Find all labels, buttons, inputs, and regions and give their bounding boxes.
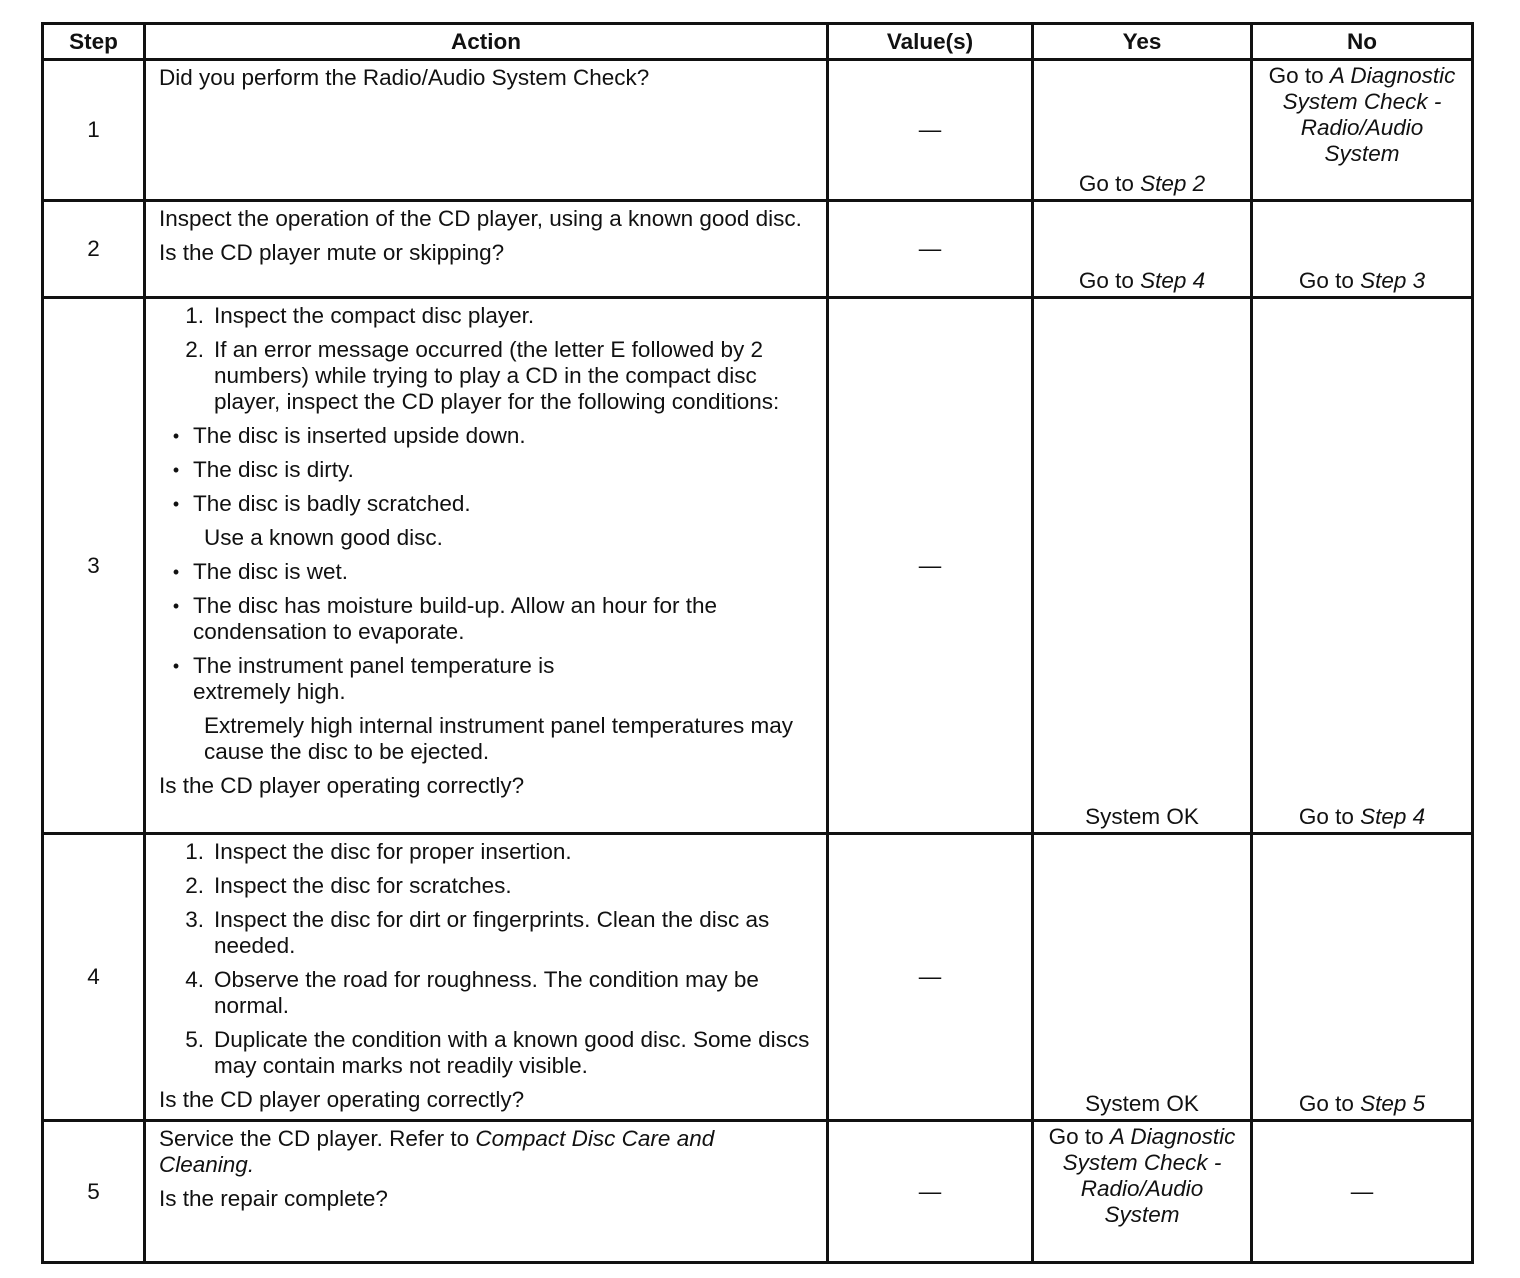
no-prefix: Go to xyxy=(1268,63,1330,88)
numbered-list xyxy=(159,839,814,1079)
yes-prefix: Go to xyxy=(1078,171,1141,196)
header-row xyxy=(43,24,1473,60)
action-cell xyxy=(145,1121,828,1263)
numbered-list xyxy=(159,303,814,415)
value-cell: — xyxy=(828,834,1033,1121)
yes-prefix: Go to xyxy=(1048,1124,1110,1149)
list-item: 5. Duplicate the condition with a known good disc. Some discs may contain marks not readily visible. xyxy=(185,1027,810,1078)
table-row xyxy=(43,1121,1473,1263)
list-item: 1. Inspect the disc for proper insertion. xyxy=(185,839,572,864)
list-item: 2. If an error message occurred (the letter E followed by 2 numbers) while trying to play a CD in the compact disc player, inspect the CD player for the following conditions: xyxy=(185,337,780,414)
action-cell xyxy=(145,201,828,298)
table-row xyxy=(43,60,1473,201)
no-prefix: Go to xyxy=(1298,268,1361,293)
no-step-link[interactable]: A Diagnostic System Check - Radio/Audio System xyxy=(1282,63,1456,166)
value-cell: — xyxy=(828,1121,1033,1263)
yes-result: System OK xyxy=(1085,1091,1199,1116)
yes-cell xyxy=(1033,298,1252,834)
yes-cell xyxy=(1033,834,1252,1121)
header-no: No xyxy=(1252,24,1473,60)
bullet-note: Extremely high internal instrument panel temperatures may cause the disc to be ejected. xyxy=(204,713,794,764)
no-step-link[interactable]: Step 5 xyxy=(1360,1091,1426,1116)
action-text: Did you perform the Radio/Audio System Check? xyxy=(159,65,650,90)
header-values: Value(s) xyxy=(828,24,1033,60)
bullet-item: • The disc is wet. xyxy=(172,559,349,584)
yes-cell xyxy=(1033,1121,1252,1263)
list-item: 3. Inspect the disc for dirt or fingerprints. Clean the disc as needed. xyxy=(185,907,770,958)
action-question: Is the CD player operating correctly? xyxy=(159,773,525,798)
step-number: 5 xyxy=(43,1121,145,1263)
no-step-link[interactable]: Step 4 xyxy=(1360,804,1426,829)
table-row xyxy=(43,201,1473,298)
header-yes: Yes xyxy=(1033,24,1252,60)
bullet-note: Use a known good disc. xyxy=(204,525,443,550)
action-question: Is the repair complete? xyxy=(159,1186,388,1211)
no-cell xyxy=(1252,201,1473,298)
action-question: Is the CD player mute or skipping? xyxy=(159,240,505,265)
no-cell xyxy=(1252,298,1473,834)
value-cell: — xyxy=(828,60,1033,201)
yes-result: System OK xyxy=(1085,804,1199,829)
action-text: Inspect the operation of the CD player, using a known good disc. xyxy=(159,206,802,231)
step-number: 1 xyxy=(43,60,145,201)
step-number: 4 xyxy=(43,834,145,1121)
bullet-item: • The disc is badly scratched. xyxy=(172,491,471,516)
bullet-item: • The disc is dirty. xyxy=(172,457,354,482)
no-cell xyxy=(1252,60,1473,201)
step-number: 3 xyxy=(43,298,145,834)
yes-cell xyxy=(1033,201,1252,298)
yes-step-link[interactable]: A Diagnostic System Check - Radio/Audio System xyxy=(1062,1124,1236,1227)
list-item: 4. Observe the road for roughness. The condition may be normal. xyxy=(185,967,759,1018)
bullet-item: • The instrument panel temperature is extremely high. xyxy=(172,653,555,704)
no-prefix: Go to xyxy=(1298,1091,1361,1116)
step-number: 2 xyxy=(43,201,145,298)
action-cell xyxy=(145,298,828,834)
action-cell xyxy=(145,834,828,1121)
list-item: 1. Inspect the compact disc player. xyxy=(185,303,535,328)
table-row xyxy=(43,298,1473,834)
no-step-link[interactable]: Step 3 xyxy=(1360,268,1426,293)
value-cell: — xyxy=(828,298,1033,834)
header-action: Action xyxy=(145,24,828,60)
no-cell xyxy=(1252,834,1473,1121)
header-step: Step xyxy=(43,24,145,60)
table-row xyxy=(43,834,1473,1121)
list-item: 2. Inspect the disc for scratches. xyxy=(185,873,512,898)
action-cell xyxy=(145,60,828,201)
yes-cell xyxy=(1033,60,1252,201)
diagnostic-table xyxy=(41,22,1474,1264)
bullet-item: • The disc is inserted upside down. xyxy=(172,423,526,448)
yes-step-link[interactable]: Step 4 xyxy=(1140,268,1206,293)
yes-step-link[interactable]: Step 2 xyxy=(1140,171,1206,196)
action-text: Service the CD player. Refer to xyxy=(159,1126,476,1151)
bullet-list xyxy=(159,423,814,517)
no-prefix: Go to xyxy=(1298,804,1361,829)
yes-prefix: Go to xyxy=(1078,268,1141,293)
action-reference-link[interactable]: Compact Disc Care and Cleaning. xyxy=(159,1126,715,1177)
action-question: Is the CD player operating correctly? xyxy=(159,1087,525,1112)
value-cell: — xyxy=(828,201,1033,298)
bullet-list xyxy=(159,559,814,705)
bullet-item: • The disc has moisture build-up. Allow an hour for the condensation to evaporate. xyxy=(172,593,718,644)
no-result: — xyxy=(1350,1178,1374,1204)
no-cell xyxy=(1252,1121,1473,1263)
